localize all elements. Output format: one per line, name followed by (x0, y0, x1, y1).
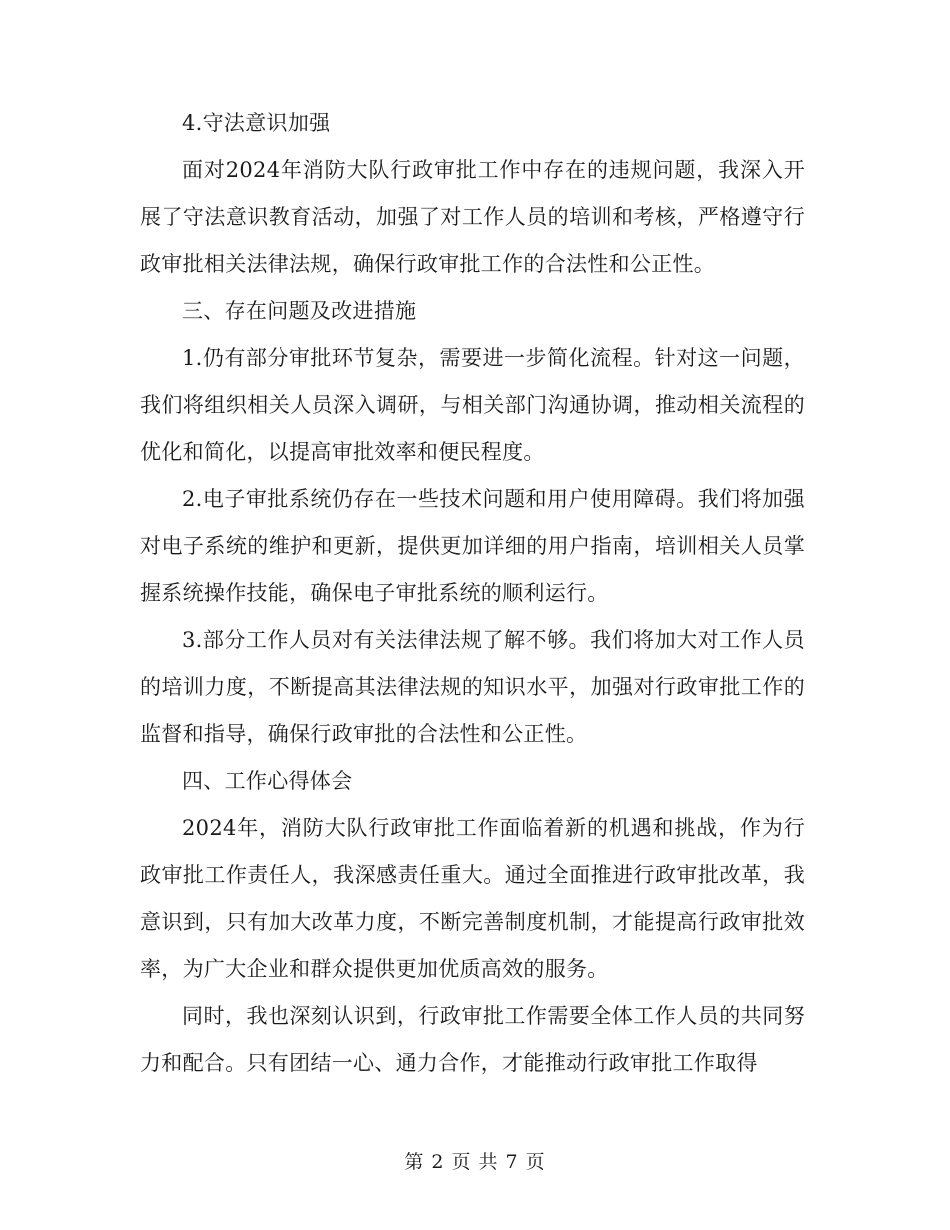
page-number-footer: 第 2 页 共 7 页 (404, 1151, 546, 1173)
subheading-law-awareness: 4.守法意识加强 (182, 111, 331, 135)
paragraph-problem-1: 1.仍有部分审批环节复杂，需要进一步简化流程。针对这一问题，我们将组织相关人员深入调研，与相关部门沟通协调，推动相关流程的优化和简化，以提高审批效率和便民程度。 (140, 346, 805, 464)
document-body (140, 100, 805, 1087)
paragraph-law-awareness: 面对2024年消防大队行政审批工作中存在的违规问题，我深入开展了守法意识教育活动，加强了对工作人员的培训和考核，严格遵守行政审批相关法律法规，确保行政审批工作的合法性和公正性。 (140, 158, 805, 276)
paragraph-problem-2: 2.电子审批系统仍存在一些技术问题和用户使用障碍。我们将加强对电子系统的维护和更新，提供更加详细的用户指南，培训相关人员掌握系统操作技能，确保电子审批系统的顺利运行。 (140, 487, 805, 605)
paragraph-experience-2: 同时，我也深刻认识到，行政审批工作需要全体工作人员的共同努力和配合。只有团结一心、通力合作，才能推动行政审批工作取得 (140, 1004, 805, 1075)
paragraph-problem-3: 3.部分工作人员对有关法律法规了解不够。我们将加大对工作人员的培训力度，不断提高其法律法规的知识水平，加强对行政审批工作的监督和指导，确保行政审批的合法性和公正性。 (140, 628, 805, 746)
paragraph-experience-1: 2024年，消防大队行政审批工作面临着新的机遇和挑战，作为行政审批工作责任人，我深感责任重大。通过全面推进行政审批改革，我意识到，只有加大改革力度，不断完善制度机制，才能提高行政审批效率，为广大企业和群众提供更加优质高效的服务。 (140, 816, 805, 981)
section-heading-experience: 四、工作心得体会 (182, 769, 353, 793)
section-heading-problems: 三、存在问题及改进措施 (182, 299, 417, 323)
